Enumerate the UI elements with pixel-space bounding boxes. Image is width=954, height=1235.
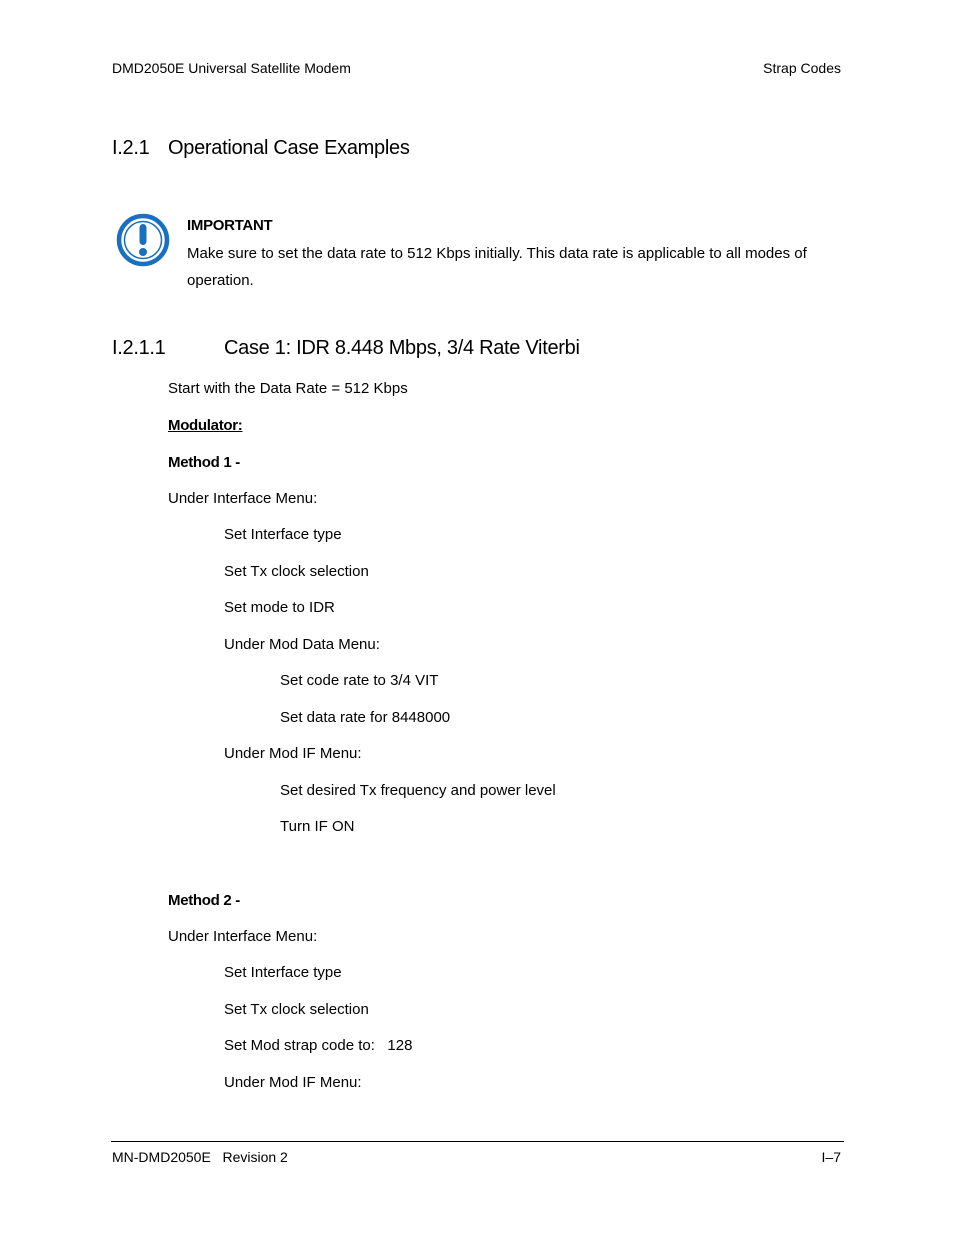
- method1-set-code-rate: Set code rate to 3/4 VIT: [280, 672, 439, 689]
- footer-page-number: I–7: [821, 1149, 841, 1165]
- method1-title: Method 1 -: [168, 454, 240, 471]
- method1-mod-if-menu: Under Mod IF Menu:: [224, 745, 362, 762]
- running-header-title: DMD2050E Universal Satellite Modem: [112, 60, 351, 76]
- method1-mod-data-menu: Under Mod Data Menu:: [224, 636, 380, 653]
- method2-set-tx-clock: Set Tx clock selection: [224, 1001, 369, 1018]
- section-number: I.2.1: [112, 137, 150, 159]
- subsection-number: I.2.1.1: [112, 337, 166, 359]
- subsection-title: Case 1: IDR 8.448 Mbps, 3/4 Rate Viterbi: [224, 337, 580, 359]
- method1-interface-menu: Under Interface Menu:: [168, 490, 318, 507]
- start-note: Start with the Data Rate = 512 Kbps: [168, 380, 408, 397]
- method1-set-mode: Set mode to IDR: [224, 599, 335, 616]
- important-text-line1: Make sure to set the data rate to 512 Kbps initially. This data rate is applicable to all modes of: [187, 245, 807, 262]
- exclamation-circle-icon: [115, 212, 171, 268]
- method1-turn-if-on: Turn IF ON: [280, 818, 355, 835]
- method2-set-interface: Set Interface type: [224, 964, 342, 981]
- method2-interface-menu: Under Interface Menu:: [168, 928, 318, 945]
- method1-set-data-rate: Set data rate for 8448000: [280, 709, 451, 726]
- important-label: IMPORTANT: [187, 217, 273, 234]
- method1-set-tx-clock: Set Tx clock selection: [224, 563, 369, 580]
- method1-set-interface: Set Interface type: [224, 526, 342, 543]
- footer-rule: [111, 1141, 844, 1142]
- running-header-section: Strap Codes: [763, 60, 841, 76]
- method1-set-frequency: Set desired Tx frequency and power level: [280, 782, 556, 799]
- important-text-line2: operation.: [187, 272, 254, 289]
- method2-mod-if-menu: Under Mod IF Menu:: [224, 1074, 362, 1091]
- modulator-heading: Modulator:: [168, 417, 243, 434]
- method2-title: Method 2 -: [168, 892, 240, 909]
- section-title: Operational Case Examples: [168, 137, 410, 159]
- footer-document-id: MN-DMD2050E Revision 2: [112, 1149, 288, 1165]
- method2-set-strap-code: Set Mod strap code to: 128: [224, 1037, 413, 1054]
